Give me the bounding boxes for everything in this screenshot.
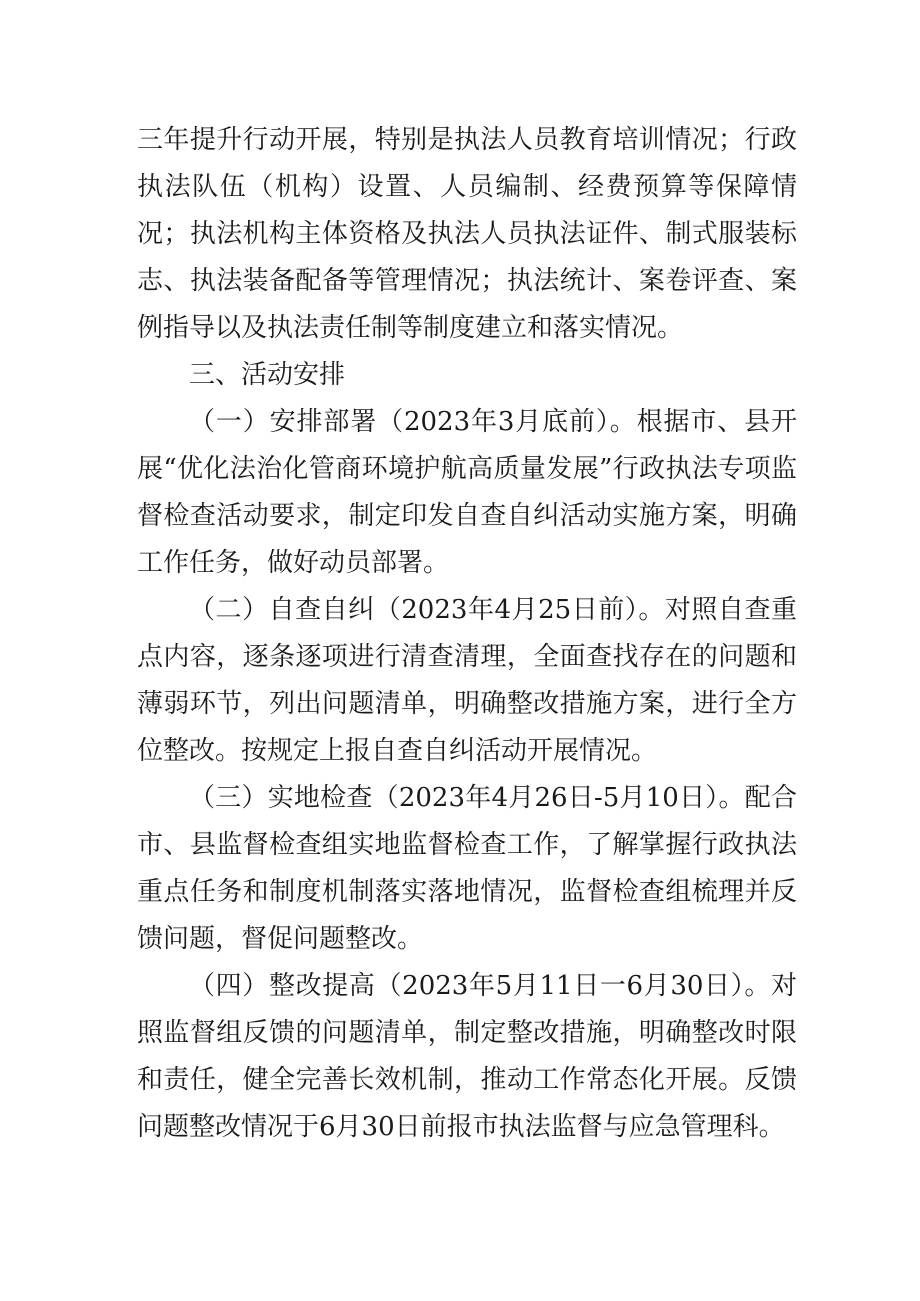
section-heading-activity-arrangement: 三、活动安排: [189, 360, 346, 390]
paragraph-self-inspection: （二）自查自纠（2023年4月25日前）。对照自查重点内容，逐条逐项进行清查清理，全面查找存在的问题和薄弱环节，列出问题清单，明确整改措施方案，进行全方位整改。按规定上报自查自纠活动开展情况。: [137, 595, 797, 766]
paragraph-continuation: 三年提升行动开展，特别是执法人员教育培训情况；行政执法队伍（机构）设置、人员编制、经费预算等保障情况；执法机构主体资格及执法人员执法证件、制式服装标志、执法装备配备等管理情况；执法统计、案卷评查、案例指导以及执法责任制等制度建立和落实情况。: [137, 125, 797, 343]
paragraph-arrangement-deployment: （一）安排部署（2023年3月底前）。根据市、县开展“优化法治化管商环境护航高质量发展”行政执法专项监督检查活动要求，制定印发自查自纠活动实施方案，明确工作任务，做好动员部署。: [137, 407, 797, 578]
paragraph-field-inspection: （三）实地检查（2023年4月26日-5月10日）。配合市、县监督检查组实地监督检查工作，了解掌握行政执法重点任务和制度机制落实落地情况，监督检查组梳理并反馈问题，督促问题整改。: [137, 783, 797, 954]
paragraph-rectification: （四）整改提高（2023年5月11日一6月30日）。对照监督组反馈的问题清单，制定整改措施，明确整改时限和责任，健全完善长效机制，推动工作常态化开展。反馈问题整改情况于6月30日前报市执法监督与应急管理科。: [137, 971, 797, 1142]
